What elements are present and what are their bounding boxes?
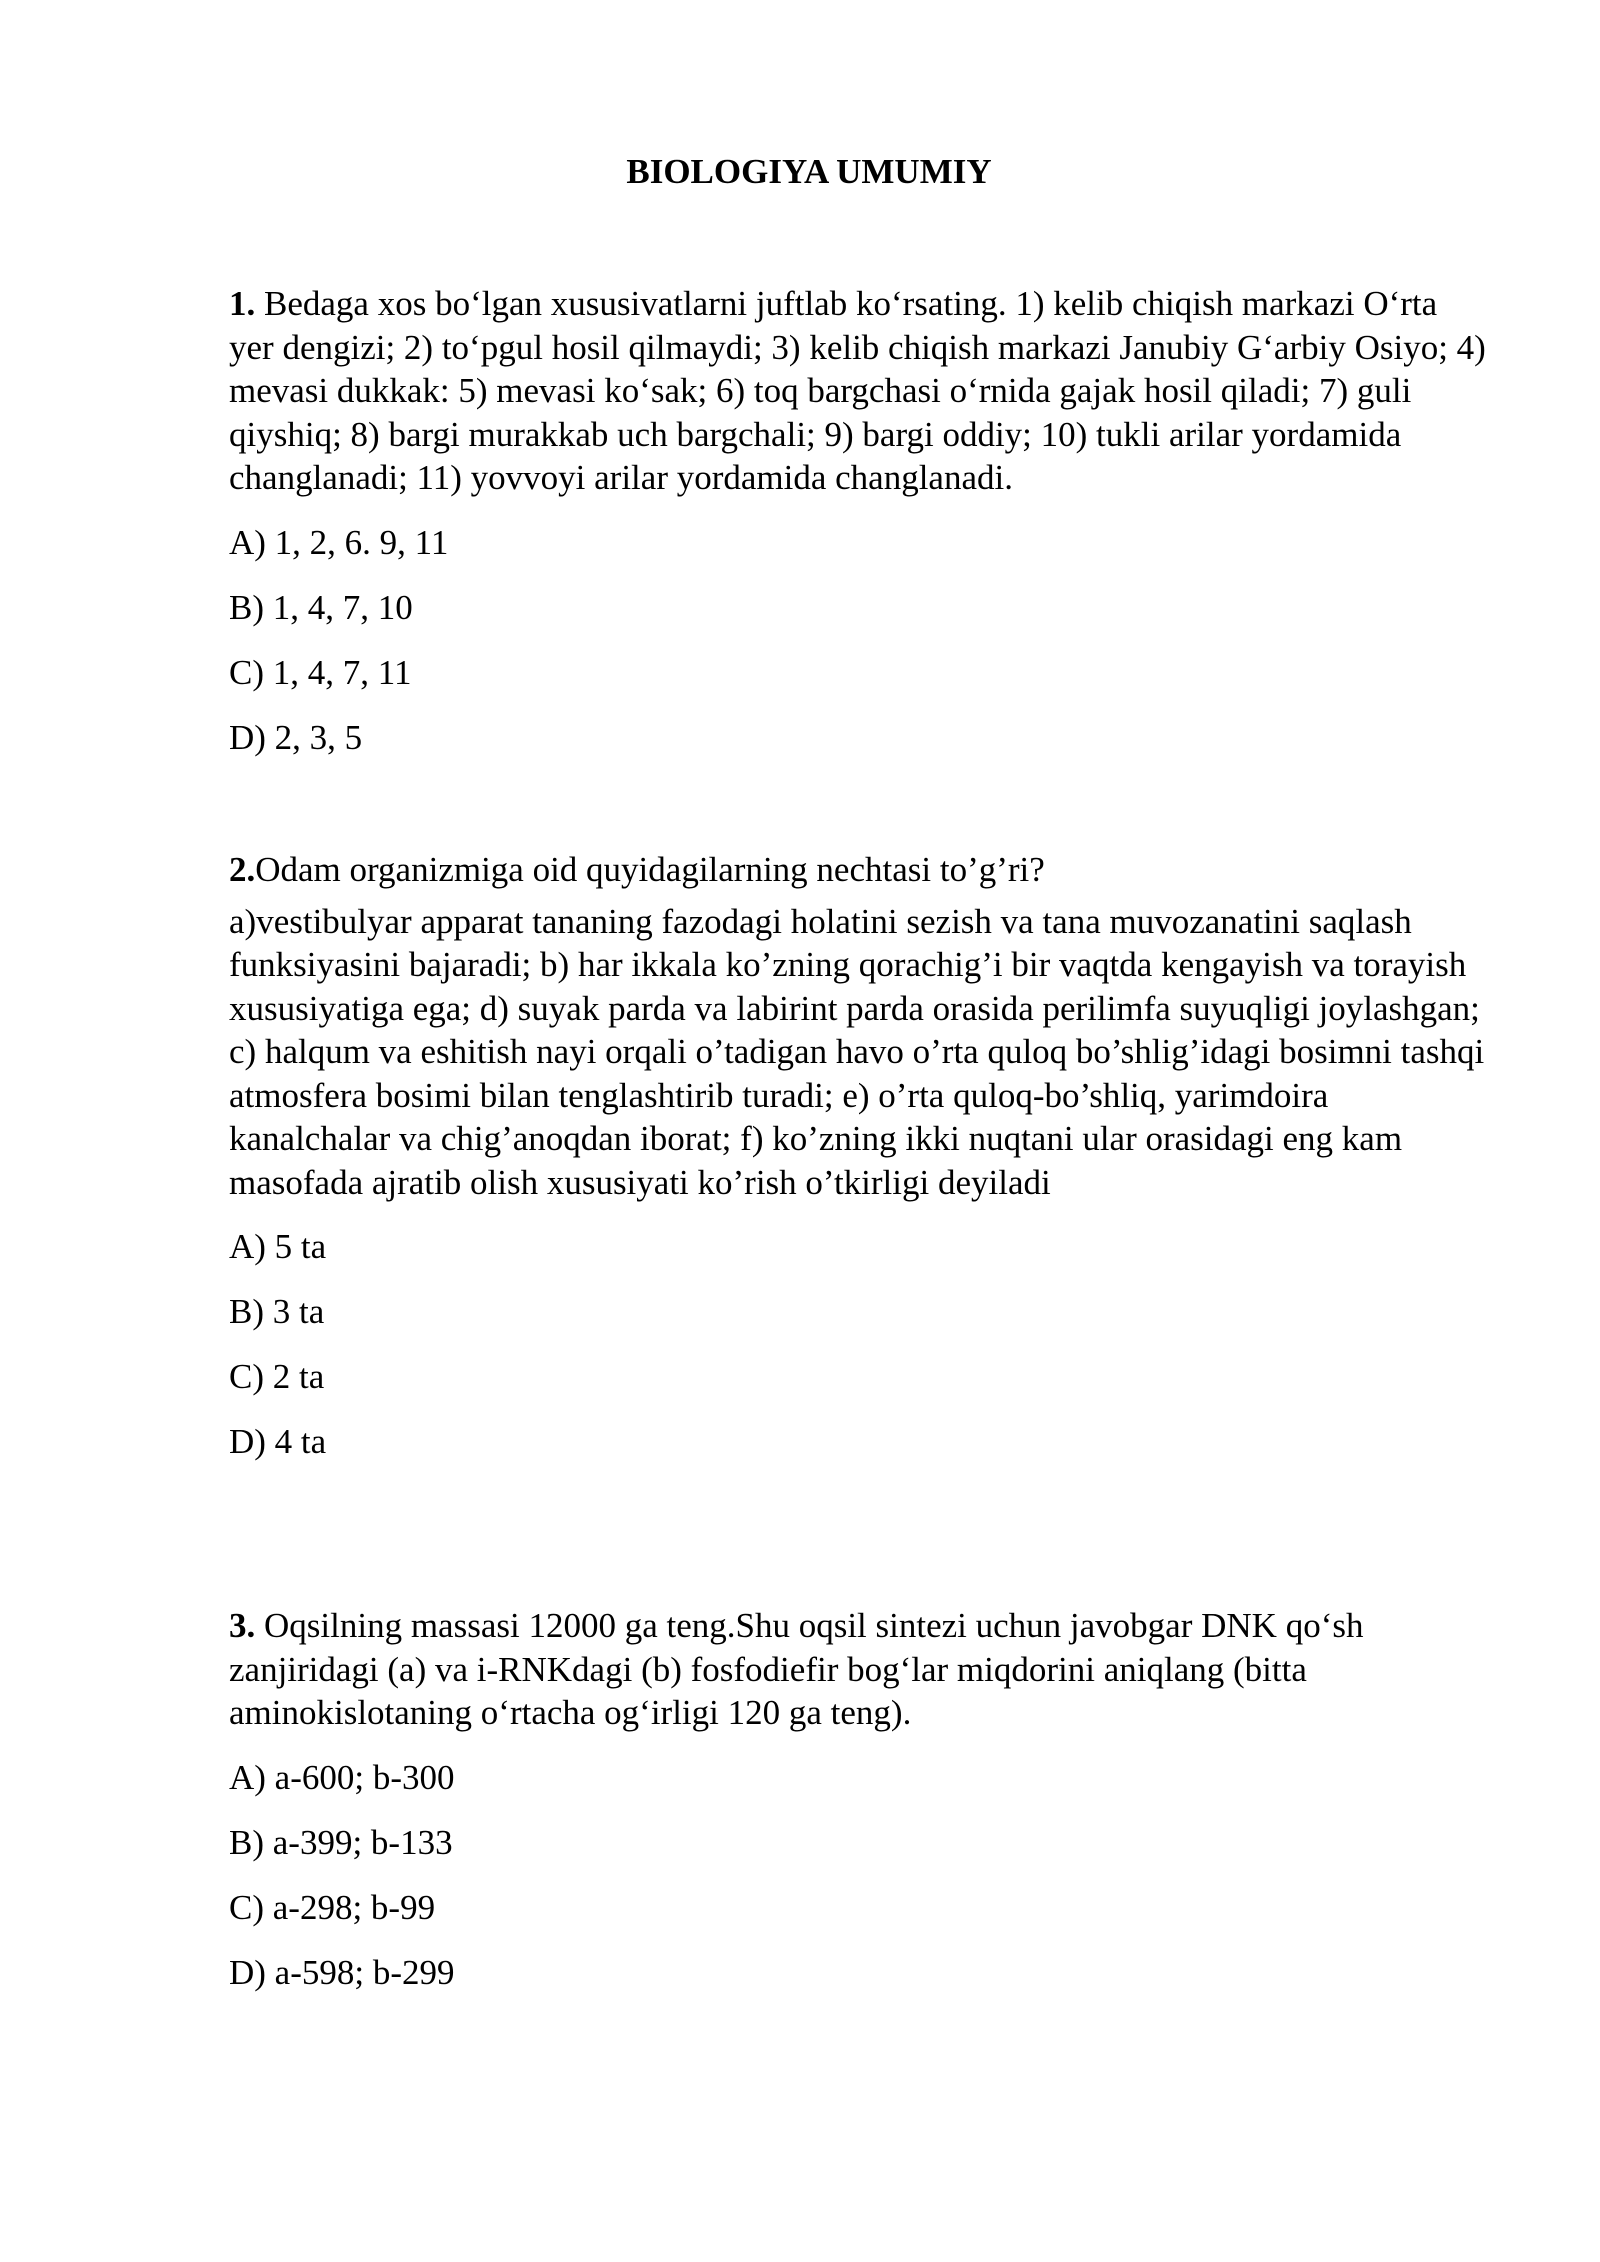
question-2-number: 2. <box>229 850 256 889</box>
question-1-option-c: C) 1, 4, 7, 11 <box>229 652 412 692</box>
question-3-option-a: A) a-600; b-300 <box>229 1757 455 1797</box>
question-2-options <box>229 1225 1489 1464</box>
question-3-option-d: D) a-598; b-299 <box>229 1952 455 1992</box>
question-1-option-b: B) 1, 4, 7, 10 <box>229 587 413 627</box>
question-1-stem: Bedaga xos bo‘lgan xususivatlarni juftlab ko‘rsating. 1) kelib chiqish markazi O‘rta yer dengizi; 2) to‘pgul hosil qilmaydi; 3) kelib chiqish markazi Janubiy G‘arbiy Osiyo; 4) mevasi dukkak: 5) mevasi ko‘sak; 6) toq bargchasi o‘rnida gajak hosil qiladi; 7) guli qiyshiq; 8) bargi murakkab uch bargchali; 9) bargi oddiy; 10) tukli arilar yordamida changlanadi; 11) yovvoyi arilar yordamida changlanadi. <box>229 284 1486 497</box>
question-1-number: 1. <box>229 284 256 323</box>
question-2-option-b: B) 3 ta <box>229 1292 325 1331</box>
question-1-option-d: D) 2, 3, 5 <box>229 717 363 757</box>
question-3-option-c: C) a-298; b-99 <box>229 1887 436 1927</box>
question-3-number: 3. <box>229 1606 256 1645</box>
question-3-text <box>229 1604 1489 1735</box>
question-3-stem: Oqsilning massasi 12000 ga teng.Shu oqsil sintezi uchun javobgar DNK qo‘sh zanjiridagi (a) va i-RNKdagi (b) fosfodiefir bog‘lar miqdorini aniqlang (bitta aminokislotaning o‘rtacha og‘irligi 120 ga teng). <box>229 1606 1364 1732</box>
question-2-option-a: A) 5 ta <box>229 1227 327 1266</box>
question-3-option-b: B) a-399; b-133 <box>229 1822 453 1862</box>
question-2-option-d: D) 4 ta <box>229 1422 327 1461</box>
question-3-options <box>229 1756 1489 1995</box>
question-2-text <box>229 848 1489 892</box>
question-3 <box>229 1604 1489 1995</box>
question-2 <box>229 848 1489 1464</box>
question-1-option-a: A) 1, 2, 6. 9, 11 <box>229 522 449 562</box>
question-2-option-c: C) 2 ta <box>229 1357 325 1396</box>
document-title: BIOLOGIYA UMUMIY <box>626 152 992 191</box>
question-1-text <box>229 282 1489 500</box>
question-1 <box>229 282 1489 760</box>
question-1-options <box>229 521 1489 760</box>
question-2-stem: Odam organizmiga oid quyidagilarning nechtasi to’g’ri? <box>255 850 1045 889</box>
question-2-statements: a)vestibulyar apparat tananing fazodagi holatini sezish va tana muvozanatini saqlash funksiyasini bajaradi; b) har ikkala ko’zning qorachig’i bir vaqtda kengayish va torayish xususiyatiga ega; d) suyak parda va labirint parda orasida perilimfa suyuqligi joylashgan; c) halqum va eshitish nayi orqali o’tadigan havo o’rta quloq bo’shlig’idagi bosimni tashqi atmosfera bosimi bilan tenglashtirib turadi; e) o’rta quloq-bo’shliq, yarimdoira kanalchalar va chig’anoqdan iborat; f) ko’zning ikki nuqtani ular orasidagi eng kam masofada ajratib olish xususiyati ko’rish o’tkirligi deyiladi <box>229 901 1485 1202</box>
